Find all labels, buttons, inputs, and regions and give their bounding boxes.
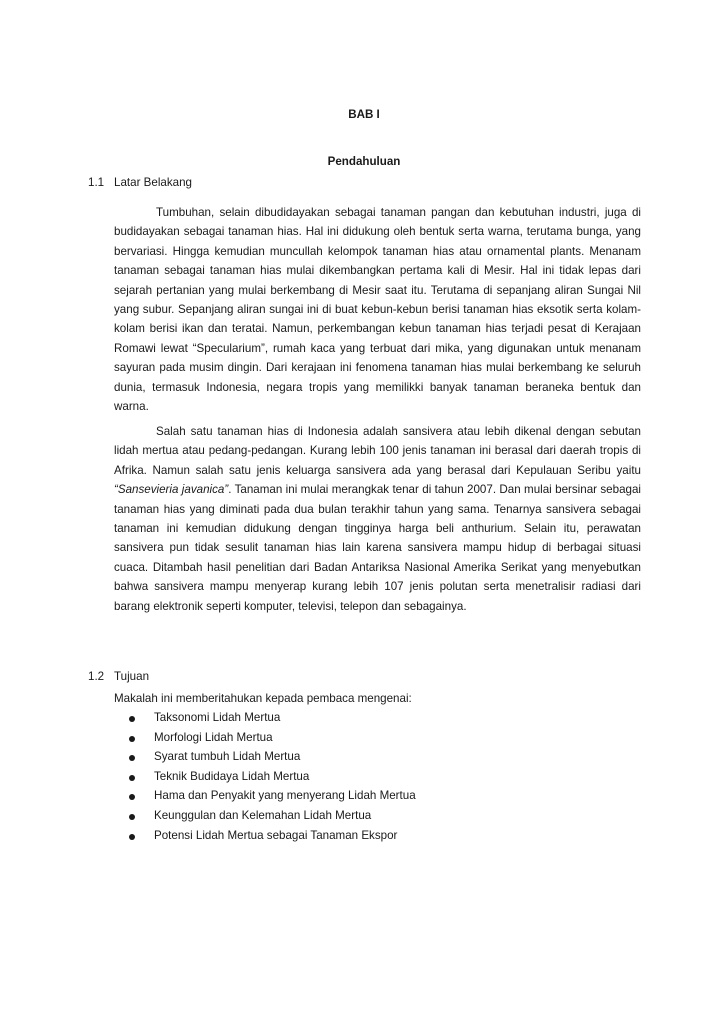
tujuan-intro: Makalah ini memberitahukan kepada pembaca mengenai: <box>114 692 412 705</box>
chapter-title: Pendahuluan <box>327 155 401 168</box>
list-item <box>126 826 416 846</box>
bullet-icon <box>129 775 135 781</box>
section-heading-tujuan <box>88 668 149 686</box>
list-item <box>126 767 416 787</box>
list-item-text: Taksonomi Lidah Mertua <box>154 711 281 724</box>
list-item <box>126 806 416 826</box>
list-item-text: Morfologi Lidah Mertua <box>154 730 273 744</box>
species-name: “Sansevieria javanica” <box>114 483 229 497</box>
list-item-text: Keunggulan dan Kelemahan Lidah Mertua <box>154 808 372 822</box>
section-number: 1.2 <box>88 670 105 683</box>
bullet-icon <box>129 755 135 761</box>
section-number: 1.1 <box>88 176 105 189</box>
list-item-text: Potensi Lidah Mertua sebagai Tanaman Ekspor <box>154 828 398 842</box>
bullet-icon <box>129 736 135 742</box>
section-title: Latar Belakang <box>114 176 192 189</box>
section-title: Tujuan <box>114 670 150 683</box>
list-item-text: Teknik Budidaya Lidah Mertua <box>154 769 310 783</box>
list-item <box>126 708 416 728</box>
bullet-icon <box>129 834 135 840</box>
bullet-icon <box>129 794 135 800</box>
paragraph-latar-belakang-2 <box>114 422 641 616</box>
bullet-icon <box>129 814 135 820</box>
paragraph-text: Tumbuhan, selain dibudidayakan sebagai tanaman pangan dan kebutuhan industri, juga di budidayakan sebagai tanaman hias. Hal ini didukung oleh bentuk serta warna, terutama bunga, yang bervariasi. Hingga kemudian muncullah kelompok tanaman hias atau ornamental plants. Menanam tanaman sebagai tanaman hias mulai dikembangkan pertama kali di Mesir. Hal ini tidak lepas dari sejarah pertanian yang mulai berkembang di Mesir saat itu. Terutama di sepanjang aliran Sungai Nil yang subur. Sepanjang aliran sungai ini di buat kebun-kebun berisi tanaman hias eksotik serta kolam-kolam berisi ikan dan teratai. Namun, perkembangan kebun tanaman hias terjadi pesat di Kerajaan Romawi lewat “Specularium”, rumah kaca yang terbuat dari mika, yang digunakan untuk menanam sayuran pada musim dingin. Dari kerajaan ini fenomena tanaman hias mulai berkembang ke seluruh dunia, termasuk Indonesia, negara tropis yang memilikki banyak tanaman beraneka bentuk dan warna. <box>114 206 641 414</box>
list-item-text: Syarat tumbuh Lidah Mertua <box>154 750 301 764</box>
list-item <box>126 786 416 806</box>
list-item-text: Hama dan Penyakit yang menyerang Lidah Mertua <box>154 789 416 803</box>
chapter-label: BAB I <box>348 108 380 121</box>
section-heading-latar-belakang <box>88 174 192 192</box>
paragraph-text: Salah satu tanaman hias di Indonesia adalah sansivera atau lebih dikenal dengan sebutan lidah mertua atau pedang-pedangan. Kurang lebih 100 jenis tanaman ini berasal dari daerah tropis di Afrika. Namun salah satu jenis keluarga sansivera ada yang berasal dari Kepulauan Seribu yaitu <box>114 425 641 477</box>
paragraph-latar-belakang-1 <box>114 203 641 416</box>
list-item <box>126 728 416 748</box>
paragraph-text: . Tanaman ini mulai merangkak tenar di tahun 2007. Dan mulai bersinar sebagai tanaman hias yang diminati pada dua bulan terakhir tahun yang sama. Tenarnya sansivera sebagai tanaman ini kemudian didukung dengan tingginya harga beli anthurium. Selain itu, perawatan sansivera pun tidak sesulit tanaman hias lain karena sansivera mampu hidup di berbagai situasi cuaca. Ditambah hasil penelitian dari Badan Antariksa Nasional Amerika Serikat yang menyebutkan bahwa sansivera mampu menyerap kurang lebih 107 jenis polutan serta menetralisir radiasi dari barang elektronik seperti komputer, televisi, telepon dan sebagainya. <box>114 483 641 613</box>
list-item <box>126 747 416 767</box>
tujuan-list <box>126 708 416 845</box>
bullet-icon <box>129 716 135 722</box>
